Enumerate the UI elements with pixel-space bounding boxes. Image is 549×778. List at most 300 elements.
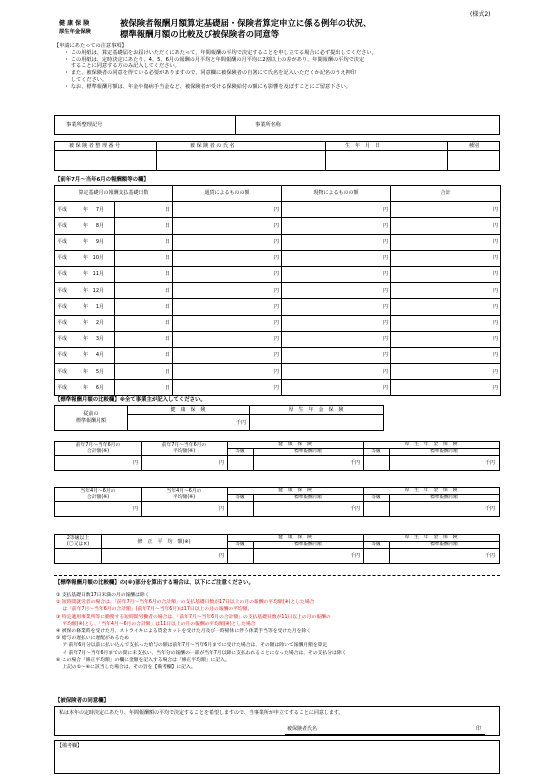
month-row xyxy=(55,283,501,299)
day-unit: 日 xyxy=(165,384,171,391)
year-unit: 年 xyxy=(83,222,89,229)
yen-unit: 円 xyxy=(383,368,389,375)
office-name-label: 事業所名称 xyxy=(255,122,281,128)
office-row xyxy=(54,115,500,135)
insured-number-input[interactable] xyxy=(55,151,156,170)
month-number: 10 xyxy=(92,255,100,262)
day-unit: 日 xyxy=(165,206,171,213)
yen-unit: 円 xyxy=(274,303,280,310)
office-name-field[interactable] xyxy=(235,116,499,134)
yen-unit: 円 xyxy=(274,255,280,262)
kosei-grade-header: 等級 xyxy=(371,449,381,454)
note-item: ・ また、被保険者の同意を得ている必要がありますので、同意欄に被保険者の自署にて氏名を記入いただくか記名のうえ押印 xyxy=(64,70,357,77)
year-unit: 年 xyxy=(83,336,89,343)
total-input[interactable] xyxy=(391,364,501,380)
month-unit: 月 xyxy=(99,287,105,294)
compare-a-label xyxy=(55,536,101,548)
day-unit: 日 xyxy=(165,271,171,278)
office-number-label: 事業所整理記号 xyxy=(66,122,103,128)
currency-pay-input[interactable] xyxy=(173,283,282,299)
month-unit: 月 xyxy=(99,384,105,391)
compare-b-label xyxy=(141,443,227,455)
month-number: 5 xyxy=(95,368,100,375)
month-row xyxy=(55,347,501,363)
in-kind-pay-input[interactable] xyxy=(282,234,391,250)
month-unit: 月 xyxy=(99,255,105,262)
kenpo-std-header: 標準報酬月額 xyxy=(294,542,322,547)
yen-unit: 円 xyxy=(493,319,499,326)
health-insurance-label: 健 康 保 険 xyxy=(59,20,90,27)
kosei-grade-input[interactable] xyxy=(364,502,389,516)
year-unit: 年 xyxy=(83,239,89,246)
compare-b-line2: 平均額(※) xyxy=(172,449,196,454)
compare-a-label xyxy=(55,489,141,501)
currency-pay-input[interactable] xyxy=(173,250,282,266)
era-label: 平成 xyxy=(57,271,68,278)
month-number: 3 xyxy=(95,336,100,343)
currency-pay-input[interactable] xyxy=(173,331,282,347)
month-label xyxy=(55,364,115,380)
in-kind-pay-input[interactable] xyxy=(282,347,391,363)
yen-unit: 円 xyxy=(383,222,389,229)
total-input[interactable] xyxy=(391,347,501,363)
kenpo-std-input[interactable] xyxy=(254,502,363,516)
dob-input[interactable] xyxy=(326,151,447,170)
basis-days-input[interactable] xyxy=(115,347,173,363)
basis-days-header: 算定基礎月の報酬支払基礎日数 xyxy=(55,186,173,202)
yen-unit: 円 xyxy=(274,271,280,278)
previous-kosei-input[interactable] xyxy=(250,415,383,430)
kosei-std-header: 標準報酬月額 xyxy=(430,449,458,454)
compare-section-header: 【標準報酬月額の比較欄】※全て事業主が記入してください。 xyxy=(55,397,206,403)
basis-days-input[interactable] xyxy=(115,218,173,234)
consent-box xyxy=(54,706,500,736)
month-label xyxy=(55,347,115,363)
previous-label-line2: 標準報酬月額 xyxy=(75,417,106,424)
era-label: 平成 xyxy=(57,222,68,229)
remarks-box[interactable] xyxy=(54,740,500,774)
corrected-average-input[interactable] xyxy=(102,549,227,563)
yen-unit: 円 xyxy=(493,384,499,391)
basis-days-input[interactable] xyxy=(115,266,173,282)
senen-unit: 千円 xyxy=(349,506,360,512)
in-kind-pay-input[interactable] xyxy=(282,218,391,234)
basis-days-input[interactable] xyxy=(115,250,173,266)
kosei-std-input[interactable] xyxy=(390,502,498,516)
month-number: 8 xyxy=(95,222,100,229)
signature-field[interactable] xyxy=(285,724,485,735)
consent-header: 【被保険者の同意欄】 xyxy=(55,698,109,704)
month-label xyxy=(55,218,115,234)
kenpo-header: 健 康 保 険 xyxy=(278,442,312,447)
instruction-item: ② 短時間就労者の場合は、「前年7月～当年6月の合計額」の支払基礎日数が17日以上の月の報酬の平均額(※)とした場合 xyxy=(56,600,315,606)
yen-unit: 円 xyxy=(493,255,499,262)
monthly-pay-header-row xyxy=(55,186,501,202)
note-item: ・ なお、標準報酬月額は、年金や傷病手当金など、被保険者が受ける保険給付の額にも影響を及ぼすことにご留意下さい。 xyxy=(64,83,351,90)
month-row xyxy=(55,266,501,282)
year-unit: 年 xyxy=(83,255,89,262)
yen-unit: 円 xyxy=(132,460,138,466)
kosei-grade-input[interactable] xyxy=(364,549,389,563)
month-label xyxy=(55,315,115,331)
category-header: 種別 xyxy=(469,143,480,149)
in-kind-pay-input[interactable] xyxy=(282,283,391,299)
era-label: 平成 xyxy=(57,206,68,213)
compare-a-line1: 前年7月～当年6月の xyxy=(75,443,121,448)
instruction-item: イ 前年7月～当年6月までの間に未支払い、当年分の報酬の一部が当年7月以降に支払われることになった場合は、その支払分は除く xyxy=(56,650,347,656)
compare-a-line2: (〇又は×) xyxy=(66,542,90,547)
total-input[interactable] xyxy=(391,283,501,299)
month-number: 2 xyxy=(95,319,100,326)
notes-list xyxy=(54,50,494,91)
remarks-header: 【備考欄】 xyxy=(57,743,83,749)
yen-unit: 円 xyxy=(383,303,389,310)
in-kind-pay-input[interactable] xyxy=(282,364,391,380)
total-input[interactable] xyxy=(391,234,501,250)
kosei-std-header: 標準報酬月額 xyxy=(430,542,458,547)
yen-unit: 円 xyxy=(274,287,280,294)
currency-pay-input[interactable] xyxy=(173,380,282,396)
year-unit: 年 xyxy=(83,384,89,391)
instructions-header: 【標準報酬月額の比較欄】の(※)部分を算出する場合は、以下にご注意ください。 xyxy=(55,580,254,586)
year-unit: 年 xyxy=(83,206,89,213)
insured-name-header: 被 保 険 者 の 氏 名 xyxy=(190,143,235,149)
month-number: 6 xyxy=(95,384,100,391)
yen-unit: 円 xyxy=(383,206,389,213)
day-unit: 日 xyxy=(165,303,171,310)
corrected-average-label: 修 正 平 均 額(※) xyxy=(137,539,191,545)
category-input[interactable] xyxy=(448,151,499,170)
kosei-grade-input[interactable] xyxy=(364,456,389,470)
senen-unit: 千円 xyxy=(484,553,495,559)
basis-days-input[interactable] xyxy=(115,380,173,396)
compare-a-line2: 合計額(※) xyxy=(86,449,110,454)
total-input[interactable] xyxy=(391,250,501,266)
kosei-std-input[interactable] xyxy=(390,549,498,563)
total-input[interactable] xyxy=(391,299,501,315)
yen-unit: 円 xyxy=(383,287,389,294)
basis-days-input[interactable] xyxy=(115,283,173,299)
senen-unit: 千円 xyxy=(349,553,360,559)
notes-header: 【申請にあたっての注意事項】 xyxy=(54,43,127,49)
compare-b-line1: 前年7月～当年6月の xyxy=(161,443,207,448)
yen-unit: 円 xyxy=(383,352,389,359)
month-row xyxy=(55,315,501,331)
yen-unit: 円 xyxy=(218,460,224,466)
instruction-item: は「前年7月～当年6月の合計額」(前年7月～当年6月)は17日以上の月の報酬の平均額。 xyxy=(56,607,253,613)
basis-days-input[interactable] xyxy=(115,364,173,380)
month-row xyxy=(55,250,501,266)
note-item: することに同意する方のみ記入してください。 xyxy=(64,63,180,70)
instructions-divider xyxy=(54,575,500,576)
month-label xyxy=(55,331,115,347)
currency-pay-input[interactable] xyxy=(173,347,282,363)
basis-days-input[interactable] xyxy=(115,315,173,331)
kenpo-grade-header: 等級 xyxy=(235,542,245,547)
day-unit: 日 xyxy=(165,336,171,343)
total-header: 合計 xyxy=(391,186,501,202)
day-unit: 日 xyxy=(165,287,171,294)
compare-b-input[interactable] xyxy=(142,456,227,470)
month-number: 1 xyxy=(95,303,100,310)
currency-pay-input[interactable] xyxy=(173,266,282,282)
previous-kosei-header: 厚 生 年 金 保 険 xyxy=(288,407,344,413)
insurance-type-label xyxy=(59,19,91,37)
kenpo-grade-input[interactable] xyxy=(228,549,253,563)
month-unit: 月 xyxy=(99,206,105,213)
instruction-item: ⑥ この場合「修正平均額」の欄に金額を記入する場合は「修正平均額」に記入。 xyxy=(56,657,230,663)
compare-b-label xyxy=(141,489,227,501)
year-unit: 年 xyxy=(83,287,89,294)
currency-pay-input[interactable] xyxy=(173,299,282,315)
yen-unit: 円 xyxy=(274,319,280,326)
instruction-item: ③ 特定適用事業所等に勤務する短時間労働者の場合は、「前年7月～当年6月の合計額」の支払基礎日数が11日以上の月の報酬の xyxy=(56,614,331,620)
total-input[interactable] xyxy=(391,266,501,282)
in-kind-pay-input[interactable] xyxy=(282,266,391,282)
era-label: 平成 xyxy=(57,352,68,359)
yen-unit: 円 xyxy=(493,239,499,246)
instruction-item: 平均額(※)とし、「当年4月～6月の合計額」は11日以上の月の報酬の平均額(※)とした場合 xyxy=(56,621,256,627)
compare-a-label xyxy=(55,443,141,455)
note-item: ・ この用紙は、定時決定にあたり、4、5、6月の報酬の月平均と年間報酬の月平均に2割以上の差があり、年間報酬の平均で決定 xyxy=(64,56,365,63)
month-number: 7 xyxy=(95,206,100,213)
year-unit: 年 xyxy=(83,319,89,326)
compare-a-line1: 当年4月～6月の xyxy=(80,489,116,494)
kenpo-grade-input[interactable] xyxy=(228,502,253,516)
compare-row3 xyxy=(54,534,500,564)
compare-a-line1: 2等級以上 xyxy=(66,536,90,541)
basis-days-input[interactable] xyxy=(115,299,173,315)
consent-statement: 私は本年の定時決定にあたり、年間報酬額の平均で決定することを希望しますので、当事業所が申立てすることに同意します。 xyxy=(59,710,344,716)
in-kind-pay-header: 現物によるものの額 xyxy=(282,186,391,202)
instruction-item: ④ 被保の修業時を受けた月、ストライキによる賃金カットを受けた月及び一時帰休に伴う休業手当等を受けた月を除く xyxy=(56,629,312,635)
month-number: 9 xyxy=(95,239,100,246)
yen-unit: 円 xyxy=(493,303,499,310)
yen-unit: 円 xyxy=(218,553,224,559)
form-number: (様式2) xyxy=(470,11,491,18)
currency-pay-input[interactable] xyxy=(173,234,282,250)
in-kind-pay-input[interactable] xyxy=(282,250,391,266)
compare-a-line2: 合計額(※) xyxy=(86,495,110,500)
yen-unit: 円 xyxy=(274,336,280,343)
era-label: 平成 xyxy=(57,303,68,310)
kenpo-std-header: 標準報酬月額 xyxy=(294,449,322,454)
kosei-header: 厚 生 年 金 保 険 xyxy=(404,535,458,540)
month-unit: 月 xyxy=(99,368,105,375)
day-unit: 日 xyxy=(165,352,171,359)
yen-unit: 円 xyxy=(383,239,389,246)
insured-name-input[interactable] xyxy=(157,151,325,170)
month-row xyxy=(55,234,501,250)
year-unit: 年 xyxy=(83,352,89,359)
instruction-item: 上記の①～⑥に該当した場合は、その旨を【備考欄】に記入。 xyxy=(56,665,196,671)
previous-label-line1: 従前の xyxy=(83,411,99,417)
yen-unit: 円 xyxy=(493,352,499,359)
instructions-list xyxy=(56,592,500,671)
previous-kenpo-header: 健 康 保 険 xyxy=(170,407,206,413)
in-kind-pay-input[interactable] xyxy=(282,331,391,347)
kosei-header: 厚 生 年 金 保 険 xyxy=(404,442,458,447)
month-row xyxy=(55,218,501,234)
era-label: 平成 xyxy=(57,368,68,375)
insured-number-header: 被 保 険 者 整 理 番 号 xyxy=(69,143,121,149)
yen-unit: 円 xyxy=(383,384,389,391)
insured-person-table xyxy=(54,141,500,171)
yen-unit: 円 xyxy=(493,222,499,229)
month-unit: 月 xyxy=(99,336,105,343)
month-label xyxy=(55,202,115,218)
yen-unit: 円 xyxy=(493,271,499,278)
basis-days-input[interactable] xyxy=(115,234,173,250)
day-unit: 日 xyxy=(165,239,171,246)
yen-unit: 円 xyxy=(274,368,280,375)
month-label xyxy=(55,266,115,282)
total-input[interactable] xyxy=(391,315,501,331)
compare-row1 xyxy=(54,441,500,471)
yen-unit: 円 xyxy=(274,206,280,213)
yen-unit: 円 xyxy=(383,319,389,326)
month-number: 4 xyxy=(95,352,100,359)
yen-unit: 円 xyxy=(274,239,280,246)
month-unit: 月 xyxy=(99,239,105,246)
kenpo-grade-header: 等級 xyxy=(235,495,245,500)
yen-unit: 円 xyxy=(493,368,499,375)
previous-standard-table xyxy=(54,405,384,431)
yen-unit: 円 xyxy=(493,336,499,343)
basis-days-input[interactable] xyxy=(115,331,173,347)
yen-unit: 円 xyxy=(383,336,389,343)
month-unit: 月 xyxy=(99,222,105,229)
form-title-line1: 被保険者報酬月額算定基礎届・保険者算定申立に係る例年の状況、 xyxy=(120,18,372,28)
kosei-header: 厚 生 年 金 保 険 xyxy=(404,488,458,493)
compare-b-line1: 当年4月～6月の xyxy=(166,489,202,494)
in-kind-pay-input[interactable] xyxy=(282,315,391,331)
monthly-pay-table xyxy=(54,185,501,396)
status-section-header: 【前年7月～当年6月の報酬額等の欄】 xyxy=(55,177,149,183)
kenpo-header: 健 康 保 険 xyxy=(278,488,312,493)
note-item: ・ この用紙は、算定基礎届をお届けいただくにあたって、年間報酬の平均で決定することを申し立てる場合に必ず提出してください。 xyxy=(64,49,377,56)
month-unit: 月 xyxy=(99,271,105,278)
era-label: 平成 xyxy=(57,239,68,246)
month-number: 11 xyxy=(92,271,100,278)
kenpo-header: 健 康 保 険 xyxy=(278,535,312,540)
month-row xyxy=(55,331,501,347)
month-label xyxy=(55,283,115,299)
total-input[interactable] xyxy=(391,218,501,234)
compare-b-input[interactable] xyxy=(142,502,227,516)
instruction-item: ① 支払基礎日数17日未満の月の報酬は除く xyxy=(56,593,150,598)
previous-standard-label xyxy=(55,411,127,424)
currency-pay-input[interactable] xyxy=(173,202,282,218)
month-row xyxy=(55,202,501,218)
year-unit: 年 xyxy=(83,303,89,310)
currency-pay-input[interactable] xyxy=(173,218,282,234)
in-kind-pay-input[interactable] xyxy=(282,380,391,396)
compare-a-input[interactable] xyxy=(55,549,101,563)
month-label xyxy=(55,234,115,250)
compare-row2 xyxy=(54,487,500,517)
compare-a-input[interactable] xyxy=(55,456,141,470)
year-unit: 年 xyxy=(83,271,89,278)
yen-unit: 円 xyxy=(274,352,280,359)
kosei-std-input[interactable] xyxy=(390,456,498,470)
month-unit: 月 xyxy=(99,319,105,326)
yen-unit: 円 xyxy=(274,384,280,391)
kenpo-std-header: 標準報酬月額 xyxy=(294,495,322,500)
year-unit: 年 xyxy=(83,368,89,375)
month-unit: 月 xyxy=(99,303,105,310)
day-unit: 日 xyxy=(165,368,171,375)
pension-insurance-label: 厚生年金保険 xyxy=(59,29,91,35)
era-label: 平成 xyxy=(57,287,68,294)
basis-days-input[interactable] xyxy=(115,202,173,218)
era-label: 平成 xyxy=(57,319,68,326)
office-number-field[interactable] xyxy=(55,116,236,134)
yen-unit: 円 xyxy=(274,222,280,229)
era-label: 平成 xyxy=(57,384,68,391)
kenpo-grade-header: 等級 xyxy=(235,449,245,454)
total-input[interactable] xyxy=(391,202,501,218)
kosei-grade-header: 等級 xyxy=(371,542,381,547)
month-label xyxy=(55,250,115,266)
previous-kenpo-input[interactable] xyxy=(128,415,249,430)
month-unit: 月 xyxy=(99,352,105,359)
era-label: 平成 xyxy=(57,255,68,262)
currency-pay-input[interactable] xyxy=(173,364,282,380)
signature-label: 被保険者氏名 xyxy=(287,726,318,732)
senen-unit: 千円 xyxy=(349,460,360,466)
day-unit: 日 xyxy=(165,222,171,229)
kosei-grade-header: 等級 xyxy=(371,495,381,500)
note-item: してください。 xyxy=(64,76,108,83)
yen-unit: 円 xyxy=(493,206,499,213)
notes-section xyxy=(54,43,494,91)
seal-mark: 印 xyxy=(475,726,481,732)
currency-pay-input[interactable] xyxy=(173,315,282,331)
month-number: 12 xyxy=(92,287,100,294)
compare-a-input[interactable] xyxy=(55,502,141,516)
kosei-std-header: 標準報酬月額 xyxy=(430,495,458,500)
in-kind-pay-input[interactable] xyxy=(282,299,391,315)
month-row xyxy=(55,380,501,396)
yen-unit: 円 xyxy=(383,271,389,278)
yen-unit: 円 xyxy=(132,506,138,512)
senen-unit: 千円 xyxy=(235,420,246,426)
compare-b-line2: 平均額(※) xyxy=(172,495,196,500)
total-input[interactable] xyxy=(391,331,501,347)
day-unit: 日 xyxy=(165,255,171,262)
month-row xyxy=(55,364,501,380)
instruction-item: ⑤ 給与の遅払いに遅配があるため xyxy=(56,636,129,642)
kenpo-grade-input[interactable] xyxy=(228,456,253,470)
in-kind-pay-input[interactable] xyxy=(282,202,391,218)
month-label xyxy=(55,380,115,396)
currency-pay-header: 通貨によるものの額 xyxy=(173,186,282,202)
yen-unit: 円 xyxy=(218,506,224,512)
total-input[interactable] xyxy=(391,380,501,396)
senen-unit: 千円 xyxy=(484,460,495,466)
era-label: 平成 xyxy=(57,336,68,343)
kenpo-std-input[interactable] xyxy=(254,549,363,563)
dob-header: 生 年 月 日 xyxy=(345,143,381,149)
kenpo-std-input[interactable] xyxy=(254,456,363,470)
month-label xyxy=(55,299,115,315)
form-title-line2: 標準報酬月額の比較及び被保険者の同意等 xyxy=(120,29,280,39)
yen-unit: 円 xyxy=(383,255,389,262)
yen-unit: 円 xyxy=(493,287,499,294)
month-row xyxy=(55,299,501,315)
form-title xyxy=(120,18,371,40)
